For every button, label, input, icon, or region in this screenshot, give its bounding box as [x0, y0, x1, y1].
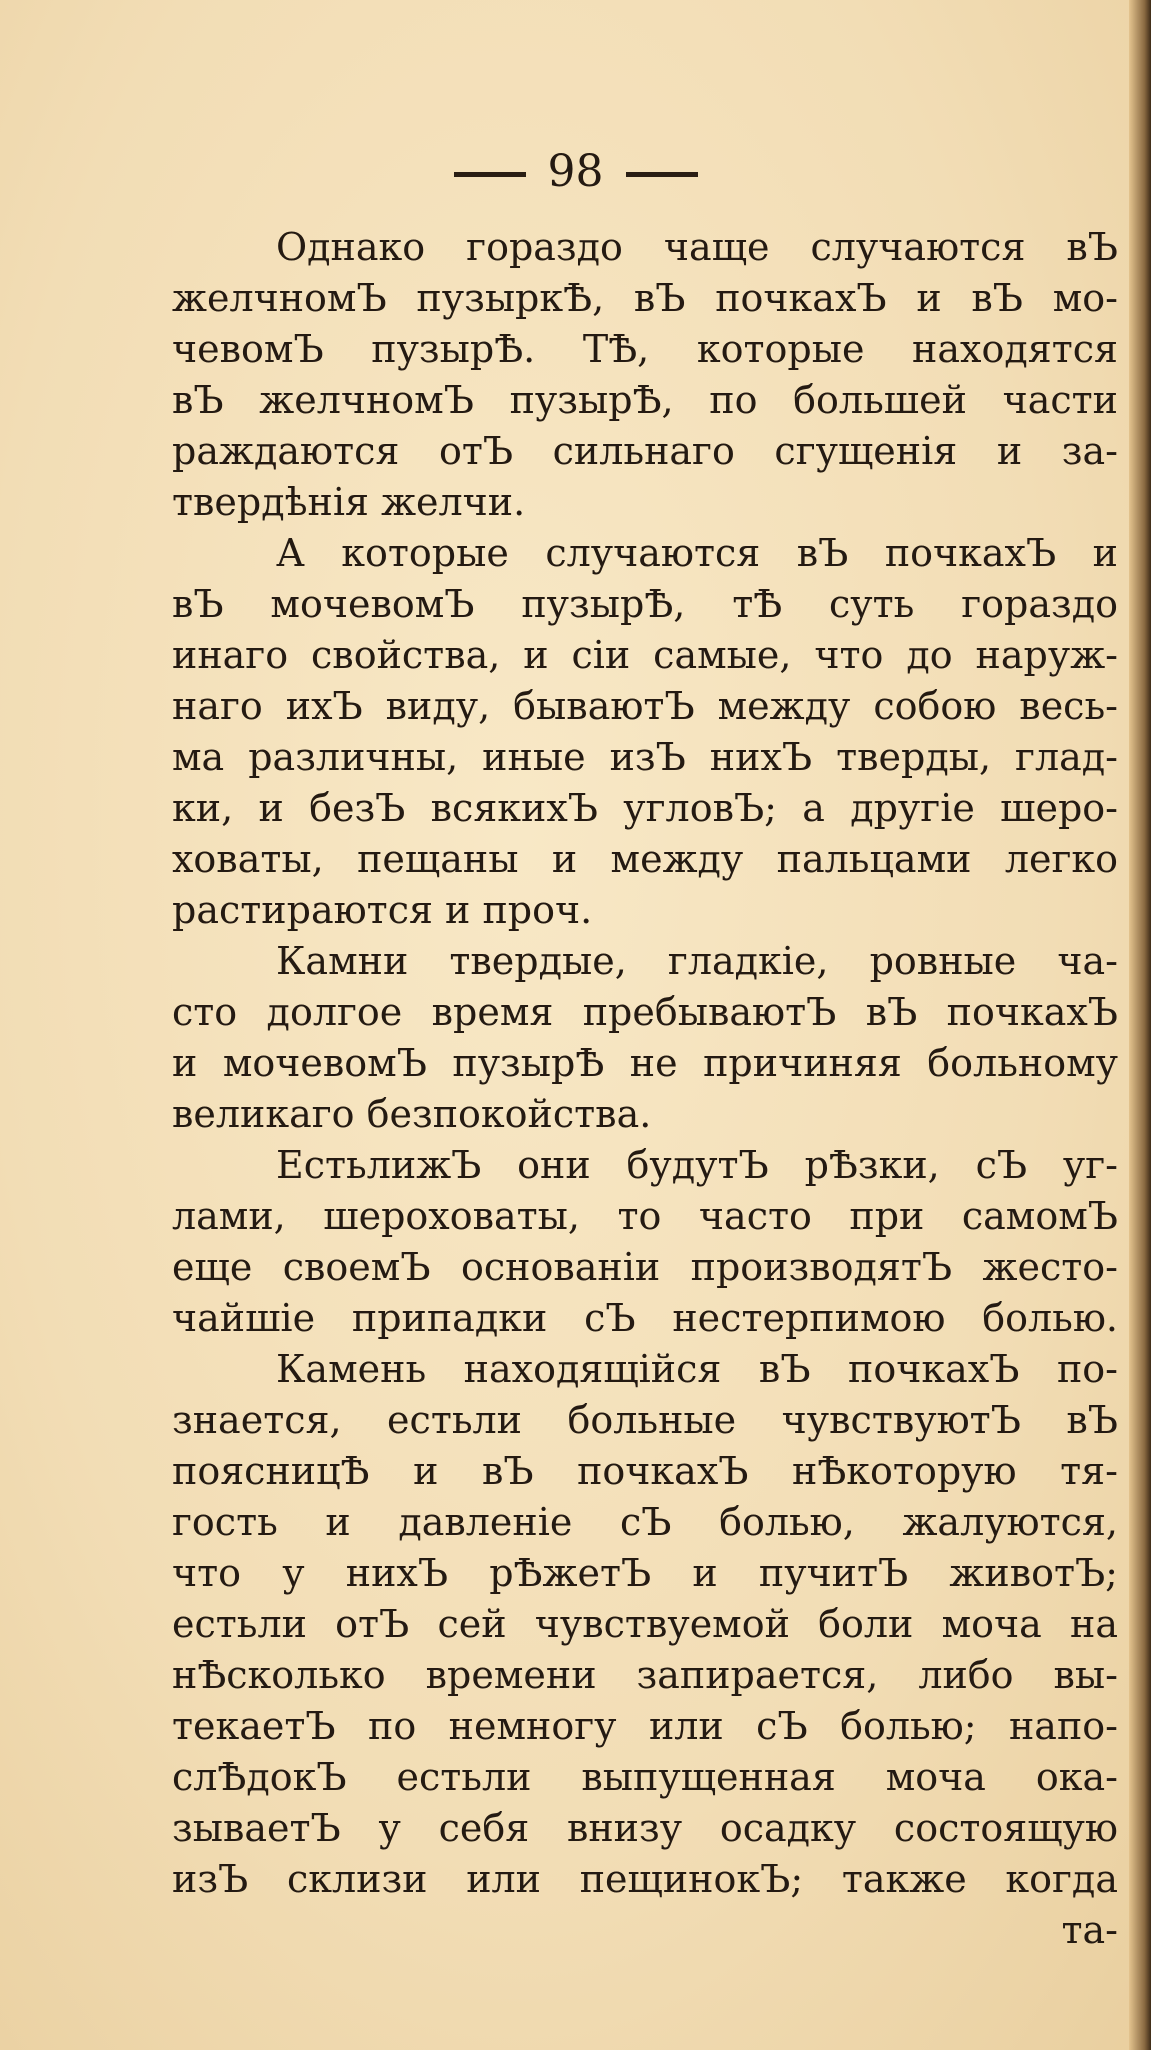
- text-line: слѢдокЪ естьли выпущенная моча ока-: [172, 1755, 1118, 1799]
- header-rule-left: [454, 172, 526, 177]
- text-line: и мочевомЪ пузырѢ не причиняя больному: [172, 1041, 1118, 1085]
- text-line: Однако гораздо чаще случаются вЪ: [276, 225, 1118, 269]
- text-line: лами, шероховаты, то часто при самомЪ: [172, 1194, 1118, 1238]
- text-line: ма различны, иные изЪ нихЪ тверды, глад-: [172, 735, 1118, 779]
- text-line: чевомЪ пузырѢ. ТѢ, которые находятся: [172, 327, 1118, 371]
- text-line: желчномЪ пузыркѢ, вЪ почкахЪ и вЪ мо-: [172, 276, 1118, 320]
- text-line: зываетЪ у себя внизу осадку состоящую: [172, 1806, 1118, 1850]
- text-line: чайшiе припадки сЪ нестерпимою болью.: [172, 1296, 1118, 1340]
- text-line: еще своемЪ основанiи производятЪ жесто-: [172, 1245, 1118, 1289]
- page-number: 98: [547, 146, 604, 197]
- text-line: ховаты, пещаны и между пальцами легко: [172, 837, 1118, 881]
- text-line: вЪ мочевомЪ пузырѢ, тѢ суть гораздо: [172, 582, 1118, 626]
- text-line: текаетЪ по немногу или сЪ болью; напо-: [172, 1704, 1118, 1748]
- text-line: ЕстьлижЪ они будутЪ рѢзки, сЪ уг-: [276, 1143, 1118, 1187]
- text-line: естьли отЪ сей чувствуемой боли моча на: [172, 1602, 1118, 1646]
- text-line: ки, и безЪ всякихЪ угловЪ; а другiе шеро-: [172, 786, 1118, 830]
- text-line: А которые случаются вЪ почкахЪ и: [276, 531, 1118, 575]
- text-line: что у нихЪ рѢжетЪ и пучитЪ животЪ;: [172, 1551, 1118, 1595]
- text-line: твердѣнiя желчи.: [172, 480, 526, 524]
- text-line: великаго безпокойства.: [172, 1092, 652, 1136]
- text-line: гость и давленiе сЪ болью, жалуются,: [172, 1500, 1118, 1544]
- text-line: изЪ склизи или пещинокЪ; также когда: [172, 1857, 1118, 1901]
- text-line: наго ихЪ виду, бываютЪ между собою весь-: [172, 684, 1118, 728]
- text-line: вЪ желчномЪ пузырѢ, по большей части: [172, 378, 1118, 422]
- page-binding-edge: [1129, 0, 1151, 2050]
- page-header: [0, 146, 1151, 197]
- body-text: [172, 222, 1118, 1956]
- text-line: знается, естьли больные чувствуютЪ вЪ: [172, 1398, 1118, 1442]
- header-rule-right: [626, 172, 698, 177]
- text-line: Камни твердые, гладкiе, ровные ча-: [276, 939, 1118, 983]
- text-line: та-: [1061, 1908, 1118, 1952]
- text-line: Камень находящiйся вЪ почкахЪ по-: [276, 1347, 1118, 1391]
- text-line: поясницѢ и вЪ почкахЪ нѢкоторую тя-: [172, 1449, 1118, 1493]
- text-line: сто долгое время пребываютЪ вЪ почкахЪ: [172, 990, 1118, 1034]
- text-line: раждаются отЪ сильнаго сгущенiя и за-: [172, 429, 1118, 473]
- text-line: растираются и проч.: [172, 888, 593, 932]
- text-line: нѢсколько времени запирается, либо вы-: [172, 1653, 1118, 1697]
- text-line: инаго свойства, и сiи самые, что до наруж-: [172, 633, 1118, 677]
